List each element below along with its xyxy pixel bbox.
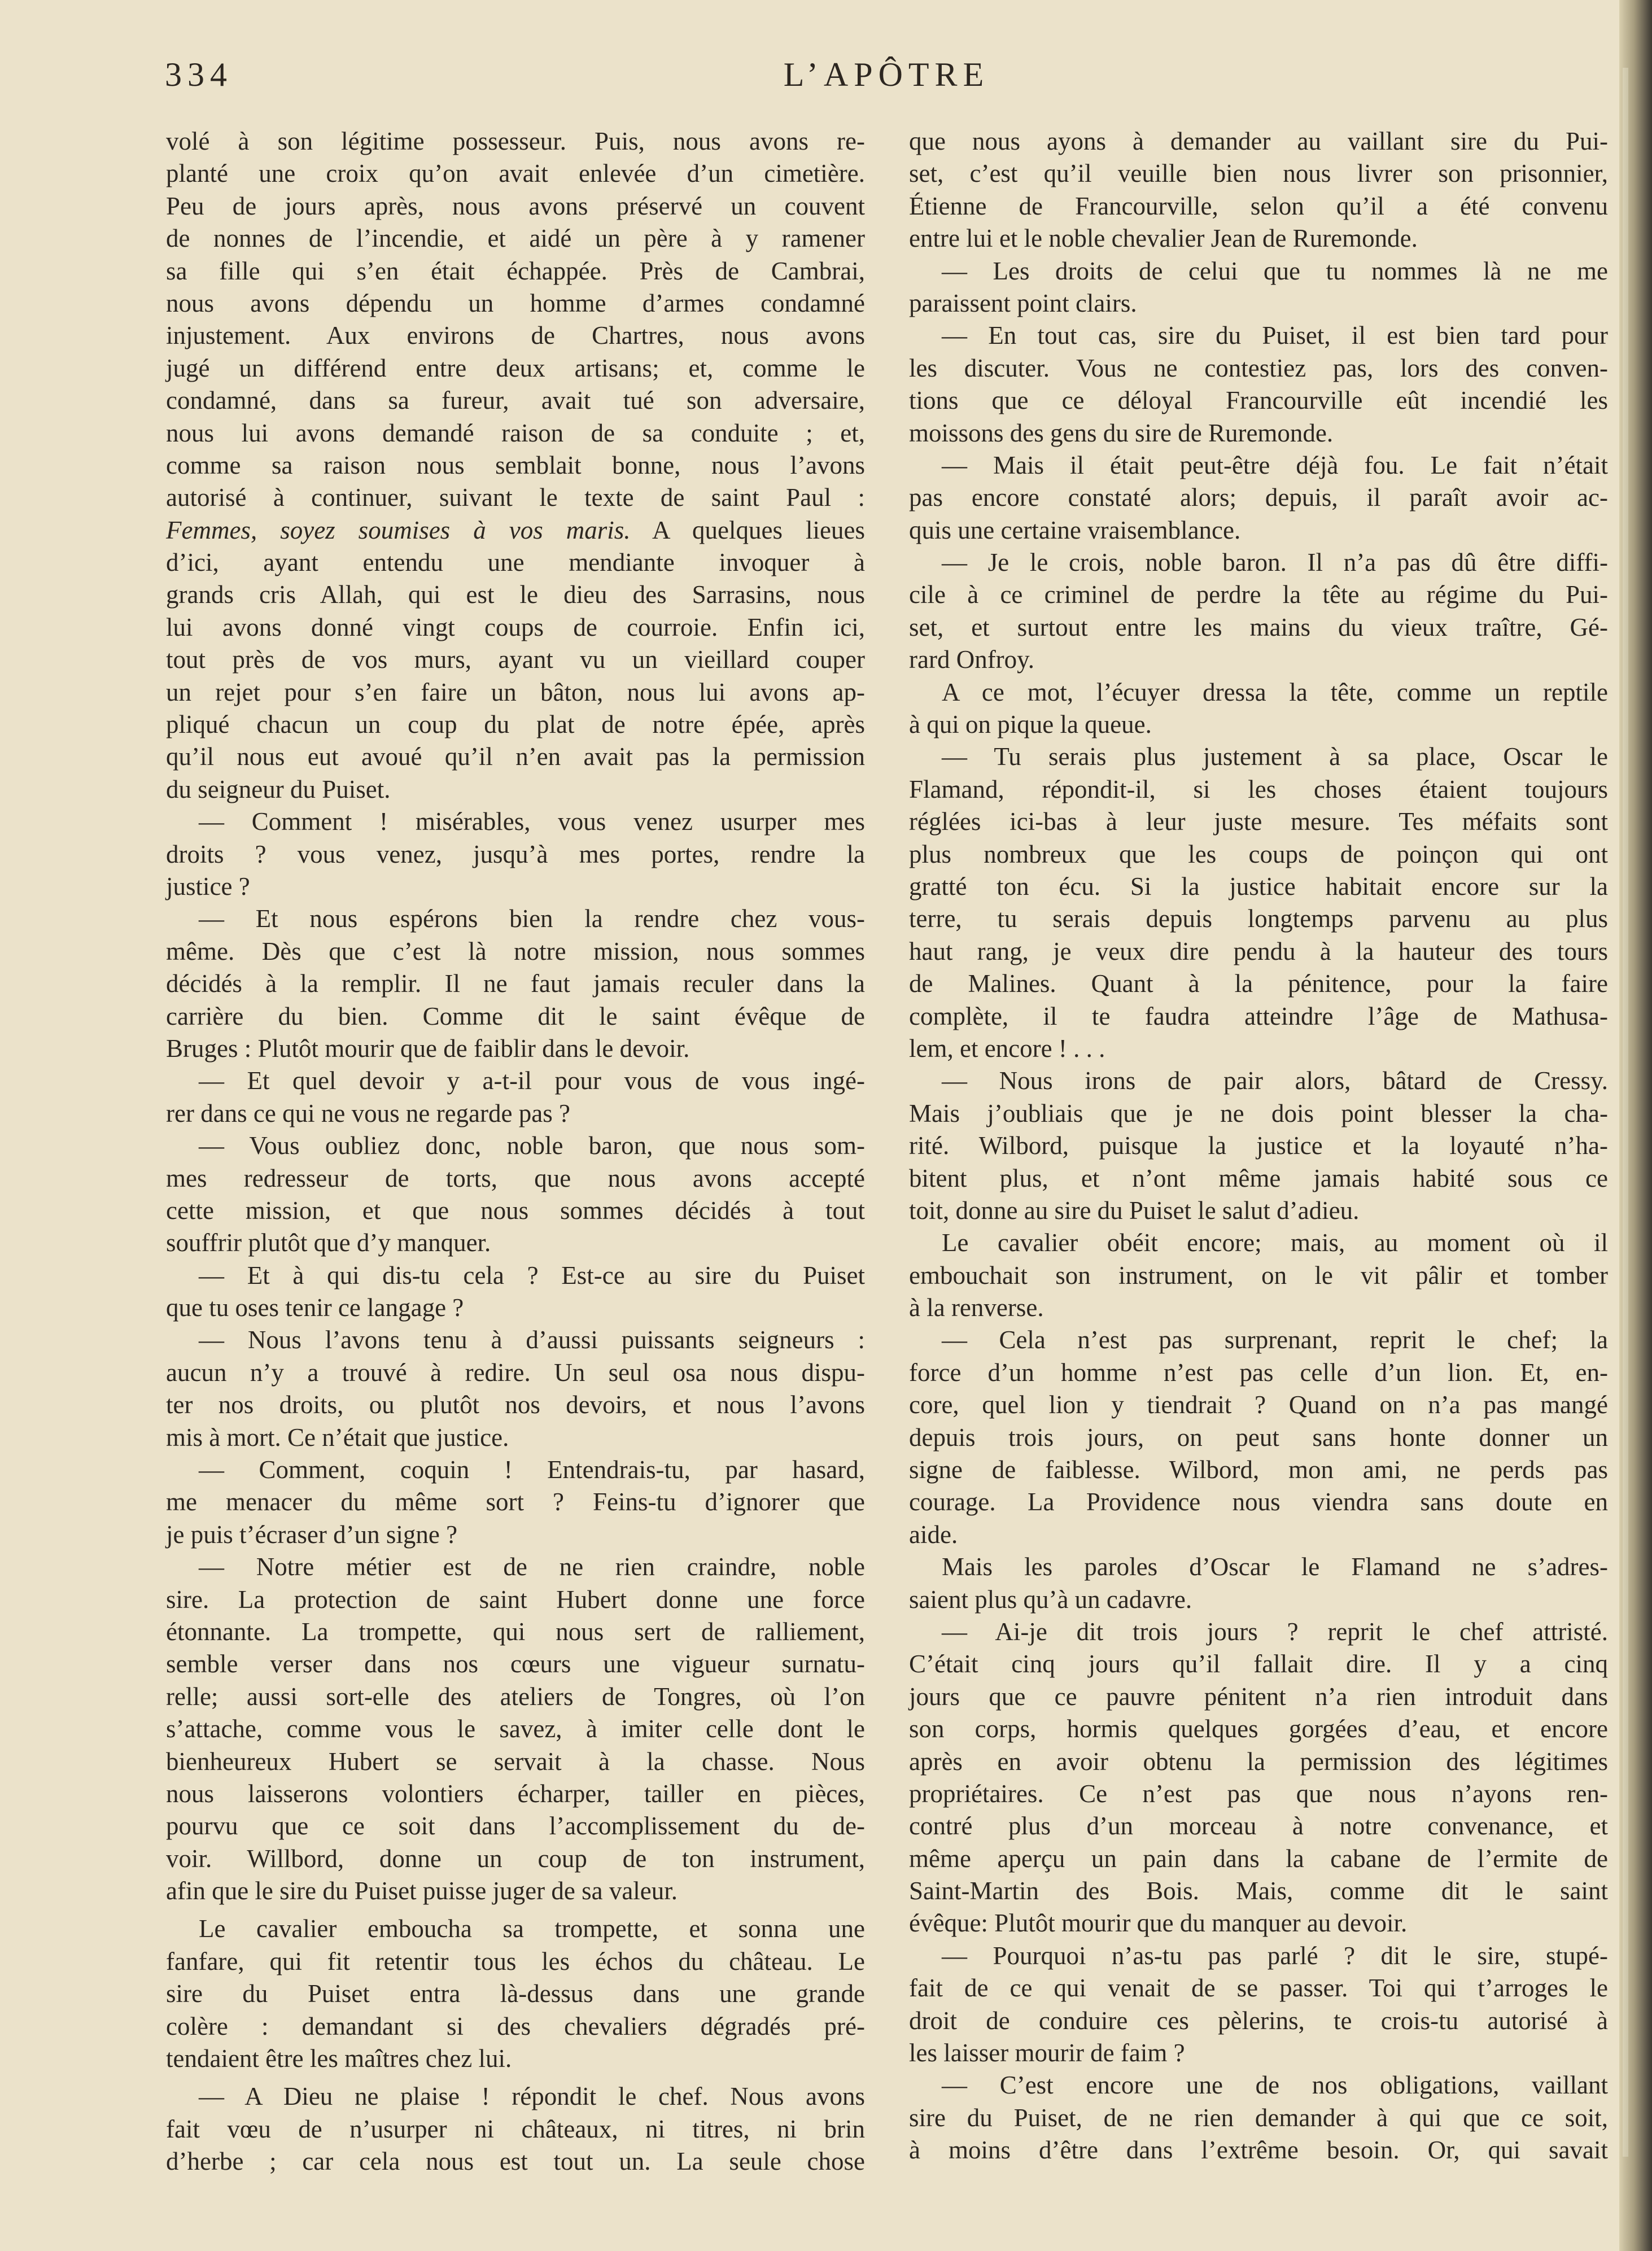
text-line (909, 1616, 1608, 1648)
page-fold-shadow (1623, 68, 1628, 2157)
text-line (166, 968, 865, 1000)
text-line (166, 1000, 865, 1033)
line-text: ter nos droits, ou plutôt nos devoirs, et nous l’avons (166, 1391, 865, 1419)
line-text: après en avoir obtenu la permission des légitimes (909, 1747, 1608, 1776)
line-text: — A Dieu ne plaise ! répondit le chef. Nous avons (199, 2082, 865, 2111)
line-text: décidés à la remplir. Il ne faut jamais reculer dans la (166, 969, 865, 998)
line-text: Saint-Martin des Bois. Mais, comme dit le saint (909, 1877, 1608, 1905)
text-line (909, 1648, 1608, 1680)
line-text: les laisser mourir de faim ? (909, 2039, 1185, 2068)
line-text: volé à son légitime possesseur. Puis, nous avons re- (166, 127, 865, 155)
line-text: jugé un différend entre deux artisans; et, comme le (166, 353, 865, 382)
text-line (909, 1940, 1608, 1972)
line-text: autorisé à continuer, suivant le texte de saint Paul : (166, 483, 865, 512)
line-text: je puis t’écraser d’un signe ? (166, 1520, 458, 1549)
line-text: quis une certaine vraisemblance. (909, 515, 1241, 544)
line-text: un rejet pour s’en faire un bâton, nous lui avons ap- (166, 678, 865, 706)
text-line (909, 417, 1608, 449)
page-number: 334 (165, 56, 233, 93)
line-text: pourvu que ce soit dans l’accomplissement du de- (166, 1812, 865, 1841)
text-line (909, 676, 1608, 709)
text-line (909, 1681, 1608, 1713)
text-line (909, 1324, 1608, 1356)
text-line (166, 190, 865, 222)
line-text: justice ? (166, 872, 250, 901)
text-line (909, 190, 1608, 222)
text-line (166, 2080, 865, 2113)
text-line (166, 514, 865, 547)
line-text: saient plus qu’à un cadavre. (909, 1585, 1192, 1614)
text-line (909, 1422, 1608, 1454)
text-line (909, 1227, 1608, 1259)
line-text: bitent plus, et n’ont même jamais habité sous ce (909, 1164, 1608, 1192)
line-text: core, quel lion y tiendrait ? Quand on n’a pas mangé (909, 1391, 1608, 1419)
text-line (166, 2113, 865, 2145)
italic-quote: Femmes, soyez soumises à vos maris. (166, 515, 631, 544)
text-line (909, 2102, 1608, 2134)
line-text: — En tout cas, sire du Puiset, il est bien tard pour (942, 321, 1608, 350)
line-text: droits ? vous venez, jusqu’à mes portes, rendre la (166, 840, 865, 868)
text-line (166, 1357, 865, 1389)
text-line (909, 838, 1608, 871)
line-text: complète, il te faudra atteindre l’âge de Mathusa- (909, 1002, 1608, 1030)
text-line (909, 1875, 1608, 1907)
text-line (909, 1065, 1608, 1097)
text-line (166, 384, 865, 417)
text-line (166, 125, 865, 158)
line-text: gratté ton écu. Si la justice habitait encore sur la (909, 872, 1608, 901)
line-text: grands cris Allah, qui est le dieu des Sarrasins, nous (166, 580, 865, 609)
running-title: L’APÔTRE (783, 56, 990, 93)
text-line (909, 1778, 1608, 1810)
text-line (909, 741, 1608, 773)
line-text: — Comment, coquin ! Entendrais-tu, par hasard, (199, 1455, 865, 1484)
text-line (166, 352, 865, 384)
text-line (166, 547, 865, 579)
line-text: me menacer du même sort ? Feins-tu d’ignorer que (166, 1488, 865, 1516)
text-line (166, 1195, 865, 1227)
text-line (909, 1486, 1608, 1518)
text-line (909, 2005, 1608, 2037)
line-text: Étienne de Francourville, selon qu’il a été convenu (909, 191, 1608, 220)
text-line (166, 611, 865, 644)
text-line (909, 125, 1608, 158)
line-text: C’était cinq jours qu’il fallait dire. Il y a cinq (909, 1650, 1608, 1679)
line-text: bienheureux Hubert se servait à la chasse. Nous (166, 1747, 865, 1776)
text-line (909, 255, 1608, 287)
line-text: Le cavalier emboucha sa trompette, et sonna une (199, 1915, 865, 1943)
page-binding-edge (1619, 0, 1652, 2251)
line-text: depuis trois jours, on peut sans honte donner un (909, 1423, 1608, 1452)
text-line (909, 579, 1608, 611)
line-text: toit, donne au sire du Puiset le salut d’adieu. (909, 1196, 1360, 1225)
text-line (166, 449, 865, 482)
text-line (909, 1907, 1608, 1939)
text-line (166, 2010, 865, 2043)
text-line (909, 2037, 1608, 2069)
text-line (166, 903, 865, 935)
line-text: carrière du bien. Comme dit le saint évêque de (166, 1002, 865, 1030)
right-text-column (909, 125, 1608, 2167)
text-line (166, 1648, 865, 1680)
line-text: — C’est encore une de nos obligations, vaillant (942, 2071, 1608, 2100)
line-text: aucun n’y a trouvé à redire. Un seul osa nous dispu- (166, 1358, 865, 1387)
text-line (166, 158, 865, 190)
text-line (166, 1162, 865, 1195)
line-text: de nonnes de l’incendie, et aidé un père à y ramener (166, 224, 865, 253)
text-line (909, 1260, 1608, 1292)
text-line (909, 903, 1608, 935)
text-line (909, 449, 1608, 482)
text-line (909, 547, 1608, 579)
line-text: colère : demandant si des chevaliers dégradés pré- (166, 2012, 865, 2040)
line-text: lem, et encore ! . . . (909, 1034, 1105, 1063)
line-text: — Comment ! misérables, vous venez usurper mes (199, 807, 865, 836)
line-text: fanfare, qui fit retentir tous les échos du château. Le (166, 1947, 865, 1975)
text-line (909, 158, 1608, 190)
line-text: Mais j’oubliais que je ne dois point blesser la cha- (909, 1099, 1608, 1127)
text-line (166, 806, 865, 838)
line-text: injustement. Aux environs de Chartres, nous avons (166, 321, 865, 350)
text-line (166, 871, 865, 903)
text-line (909, 352, 1608, 384)
text-line (909, 2134, 1608, 2166)
text-line (909, 222, 1608, 255)
line-text: nous lui avons demandé raison de sa conduite ; et, (166, 418, 865, 447)
text-line (166, 741, 865, 773)
line-text: A quelques lieues (630, 515, 865, 544)
text-line (166, 1946, 865, 1978)
text-line (166, 644, 865, 676)
line-text: pliqué chacun un coup du plat de notre épée, après (166, 710, 865, 739)
text-line (166, 2043, 865, 2075)
text-line (166, 676, 865, 709)
text-line (909, 1551, 1608, 1583)
line-text: étonnante. La trompette, qui nous sert de ralliement, (166, 1617, 865, 1646)
text-line (166, 1913, 865, 1945)
line-text: Flamand, répondit-il, si les choses étaient toujours (909, 775, 1608, 803)
line-text: évêque: Plutôt mourir que du manquer au devoir. (909, 1909, 1408, 1938)
left-text-column (166, 125, 865, 2178)
line-text: — Ai-je dit trois jours ? reprit le chef attristé. (942, 1617, 1608, 1646)
text-line (166, 255, 865, 287)
text-line (166, 1389, 865, 1421)
line-text: haut rang, je veux dire pendu à la hauteur des tours (909, 937, 1608, 965)
text-line (909, 806, 1608, 838)
text-line (909, 1033, 1608, 1065)
text-line (166, 482, 865, 514)
text-line (909, 709, 1608, 741)
line-text: même aperçu un pain dans la cabane de l’ermite de (909, 1844, 1608, 1873)
line-text: même. Dès que c’est là notre mission, nous sommes (166, 937, 865, 965)
text-line (909, 1519, 1608, 1551)
line-text: lui avons donné vingt coups de courroie. Enfin ici, (166, 613, 865, 641)
text-line (909, 1454, 1608, 1486)
text-line (909, 1357, 1608, 1389)
line-text: terre, tu serais depuis longtemps parvenu au plus (909, 904, 1608, 933)
text-line (166, 1227, 865, 1259)
line-text: cette mission, et que nous sommes décidés à tout (166, 1196, 865, 1225)
line-text: à qui on pique la queue. (909, 710, 1152, 739)
line-text: entre lui et le noble chevalier Jean de Ruremonde. (909, 224, 1418, 253)
line-text: rité. Wilbord, puisque la justice et la loyauté n’ha- (909, 1131, 1608, 1160)
line-text: nous avons dépendu un homme d’armes condamné (166, 289, 865, 317)
text-line (909, 1746, 1608, 1778)
line-text: — Et nous espérons bien la rendre chez vous- (199, 904, 865, 933)
line-text: de Malines. Quant à la pénitence, pour la faire (909, 969, 1608, 998)
line-text: les discuter. Vous ne contestiez pas, lors des conven- (909, 353, 1608, 382)
line-text: set, et surtout entre les mains du vieux traître, Gé- (909, 613, 1608, 641)
line-text: que tu oses tenir ce langage ? (166, 1293, 464, 1322)
line-text: Bruges : Plutôt mourir que de faiblir dans le devoir. (166, 1034, 690, 1063)
text-line (166, 1098, 865, 1130)
line-text: — Et quel devoir y a-t-il pour vous de vous ingé- (199, 1067, 865, 1095)
text-line (166, 1810, 865, 1842)
line-text: — Mais il était peut-être déjà fou. Le fait n’était (942, 451, 1608, 479)
line-text: mes redresseur de torts, que nous avons accepté (166, 1164, 865, 1192)
text-line (909, 773, 1608, 806)
line-text: moissons des gens du sire de Ruremonde. (909, 418, 1334, 447)
text-line (166, 2145, 865, 2178)
text-line (909, 1130, 1608, 1162)
line-text: courage. La Providence nous viendra sans doute en (909, 1488, 1608, 1516)
line-text: Le cavalier obéit encore; mais, au moment où il (942, 1229, 1608, 1257)
text-line (166, 1584, 865, 1616)
line-text: — Vous oubliez donc, noble baron, que nous som- (199, 1131, 865, 1160)
text-line (166, 1616, 865, 1648)
text-line (909, 1713, 1608, 1745)
text-line (909, 514, 1608, 547)
line-text: propriétaires. Ce n’est pas que nous n’ayons ren- (909, 1779, 1608, 1808)
line-text: — Nous irons de pair alors, bâtard de Cressy. (942, 1067, 1608, 1095)
text-line (909, 1098, 1608, 1130)
line-text: droit de conduire ces pèlerins, te crois-tu autorisé à (909, 2006, 1608, 2035)
text-line (166, 1778, 865, 1810)
line-text: — Nous l’avons tenu à d’aussi puissants seigneurs : (199, 1326, 865, 1354)
line-text: tions que ce déloyal Francourville eût incendié les (909, 386, 1608, 415)
line-text: nous laisserons volontiers écharper, tailler en pièces, (166, 1779, 865, 1808)
text-line (166, 838, 865, 871)
text-line (909, 1162, 1608, 1195)
text-line (166, 1746, 865, 1778)
line-text: comme sa raison nous semblait bonne, nous l’avons (166, 451, 865, 479)
text-line (166, 1324, 865, 1356)
line-text: — Et à qui dis-tu cela ? Est-ce au sire du Puiset (199, 1261, 865, 1290)
line-text: set, c’est qu’il veuille bien nous livrer son prisonnier, (909, 159, 1608, 188)
line-text: fait de ce qui venait de se passer. Toi qui t’arroges le (909, 1974, 1608, 2003)
text-line (166, 1260, 865, 1292)
line-text: que nous ayons à demander au vaillant sire du Pui- (909, 127, 1608, 155)
line-text: condamné, dans sa fureur, avait tué son adversaire, (166, 386, 865, 415)
text-line (909, 1810, 1608, 1842)
line-text: — Cela n’est pas surprenant, reprit le chef; la (942, 1326, 1608, 1354)
text-line (166, 222, 865, 255)
text-line (166, 287, 865, 320)
line-text: signe de faiblesse. Wilbord, mon ami, ne perds pas (909, 1455, 1608, 1484)
text-line (166, 1065, 865, 1097)
text-line (166, 320, 865, 352)
text-line (166, 1519, 865, 1551)
text-line (909, 968, 1608, 1000)
text-line (909, 1389, 1608, 1421)
line-text: embouchait son instrument, on le vit pâlir et tomber (909, 1261, 1608, 1290)
text-line (909, 1972, 1608, 2004)
text-line (166, 1978, 865, 2010)
line-text: — Pourquoi n’as-tu pas parlé ? dit le sire, stupé- (942, 1941, 1608, 1970)
text-line (909, 611, 1608, 644)
text-line (166, 773, 865, 806)
line-text: Mais les paroles d’Oscar le Flamand ne s’adres- (942, 1553, 1608, 1581)
line-text: Peu de jours après, nous avons préservé un couvent (166, 191, 865, 220)
line-text: contré plus d’un morceau à notre convenance, et (909, 1812, 1608, 1841)
text-line (166, 709, 865, 741)
text-line (166, 1454, 865, 1486)
text-line (909, 482, 1608, 514)
line-text: pas encore constaté alors; depuis, il paraît avoir ac- (909, 483, 1608, 512)
line-text: du seigneur du Puiset. (166, 775, 391, 803)
text-line (909, 2069, 1608, 2101)
line-text: — Les droits de celui que tu nommes là ne me (942, 256, 1608, 285)
text-line (166, 936, 865, 968)
line-text: réglées ici-bas à leur juste mesure. Tes méfaits sont (909, 807, 1608, 836)
line-text: semble verser dans nos cœurs une vigueur surnatu- (166, 1650, 865, 1679)
line-text: souffrir plutôt que d’y manquer. (166, 1229, 491, 1257)
line-text: tout près de vos murs, ayant vu un vieillard couper (166, 645, 865, 674)
line-text: sa fille qui s’en était échappée. Près de Cambrai, (166, 256, 865, 285)
text-line (909, 871, 1608, 903)
line-text: à moins d’être dans l’extrême besoin. Or, qui savait (909, 2136, 1608, 2165)
line-text: jours que ce pauvre pénitent n’a rien introduit dans (909, 1682, 1608, 1711)
text-line (909, 644, 1608, 676)
text-line (166, 1681, 865, 1713)
line-text: son corps, hormis quelques gorgées d’eau, et encore (909, 1715, 1608, 1743)
text-line (166, 1292, 865, 1324)
line-text: — Tu serais plus justement à sa place, Oscar le (942, 742, 1608, 771)
line-text: d’ici, ayant entendu une mendiante invoquer à (166, 548, 865, 577)
line-text: cile à ce criminel de perdre la tête au régime du Pui- (909, 580, 1608, 609)
line-text: sire du Puiset, de ne rien demander à qui que ce soit, (909, 2103, 1608, 2132)
text-line (909, 1195, 1608, 1227)
line-text: fait vœu de n’usurper ni châteaux, ni titres, ni brin (166, 2114, 865, 2143)
line-text: A ce mot, l’écuyer dressa la tête, comme un reptile (942, 678, 1608, 706)
text-line (166, 1875, 865, 1907)
line-text: force d’un homme n’est pas celle d’un lion. Et, en- (909, 1358, 1608, 1387)
line-text: rard Onfroy. (909, 645, 1034, 674)
text-line (909, 1584, 1608, 1616)
text-line (909, 320, 1608, 352)
text-line (909, 936, 1608, 968)
text-line (166, 1551, 865, 1583)
line-text: planté une croix qu’on avait enlevée d’un cimetière. (166, 159, 865, 188)
line-text: voir. Willbord, donne un coup de ton instrument, (166, 1844, 865, 1873)
line-text: — Je le crois, noble baron. Il n’a pas dû être diffi- (942, 548, 1608, 577)
text-line (909, 1000, 1608, 1033)
text-line (909, 384, 1608, 417)
running-header (165, 52, 1608, 97)
line-text: mis à mort. Ce n’était que justice. (166, 1423, 509, 1452)
text-line (166, 1130, 865, 1162)
line-text: rer dans ce qui ne vous ne regarde pas ? (166, 1099, 570, 1127)
line-text: aide. (909, 1520, 958, 1549)
line-text: tendaient être les maîtres chez lui. (166, 2044, 512, 2073)
text-line (166, 1713, 865, 1745)
text-line (166, 1033, 865, 1065)
line-text: plus nombreux que les coups de poinçon qui ont (909, 840, 1608, 868)
line-text: d’herbe ; car cela nous est tout un. La seule chose (166, 2147, 865, 2176)
text-line (166, 1843, 865, 1875)
text-line (166, 1422, 865, 1454)
line-text: relle; aussi sort-elle des ateliers de Tongres, où l’on (166, 1682, 865, 1711)
text-line (166, 1486, 865, 1518)
line-text: à la renverse. (909, 1293, 1044, 1322)
text-line (166, 417, 865, 449)
line-text: sire du Puiset entra là-dessus dans une grande (166, 1979, 865, 2008)
line-text: qu’il nous eut avoué qu’il n’en avait pas la permission (166, 742, 865, 771)
text-line (909, 287, 1608, 320)
text-line (909, 1843, 1608, 1875)
line-text: afin que le sire du Puiset puisse juger de sa valeur. (166, 1877, 678, 1905)
text-line (909, 1292, 1608, 1324)
line-text: sire. La protection de saint Hubert donne une force (166, 1585, 865, 1614)
line-text: — Notre métier est de ne rien craindre, noble (199, 1553, 865, 1581)
line-text: s’attache, comme vous le savez, à imiter celle dont le (166, 1715, 865, 1743)
text-line (166, 579, 865, 611)
line-text: paraissent point clairs. (909, 289, 1137, 317)
